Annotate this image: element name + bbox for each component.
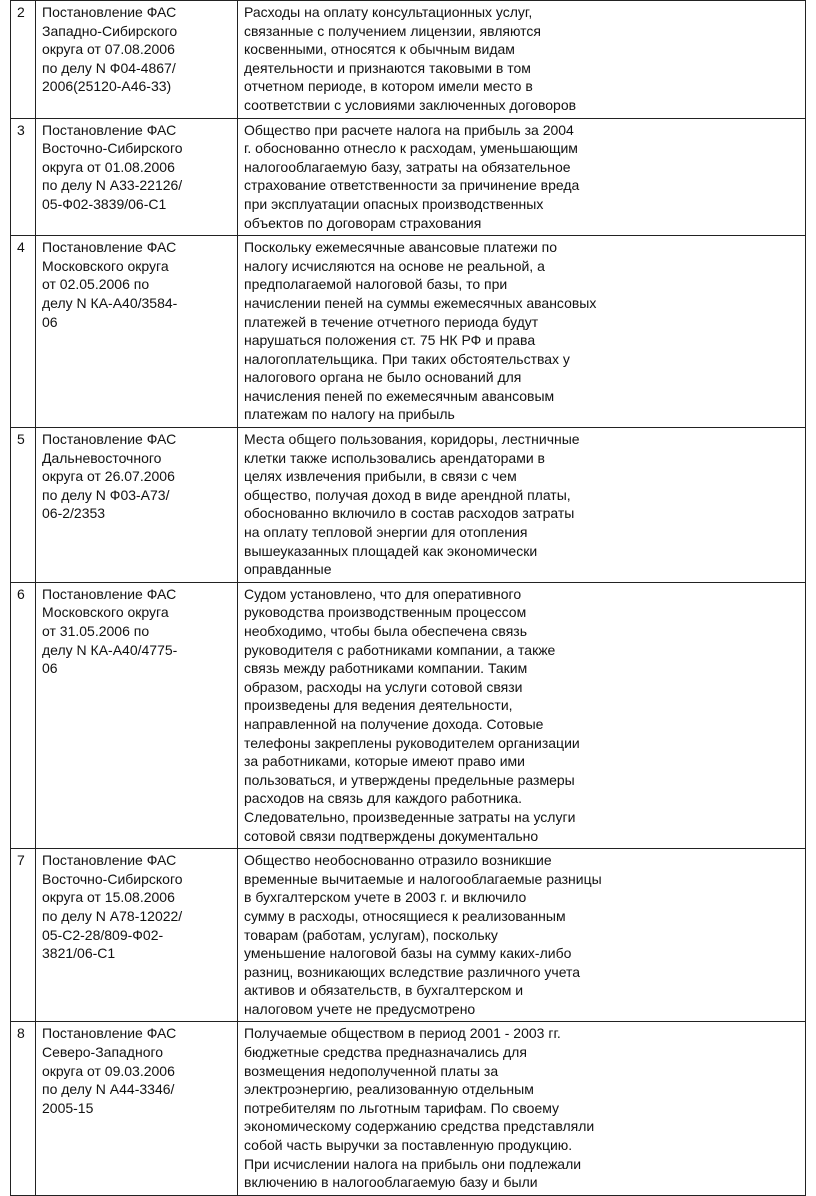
ruling-reference-line: Дальневосточного: [42, 449, 162, 466]
ruling-summary-line: общество, получая доход в виде арендной платы,: [244, 486, 571, 503]
ruling-summary: [238, 1022, 806, 1195]
ruling-summary-line: экономическому содержанию средства представляли: [244, 1118, 595, 1135]
ruling-reference-line: 06: [42, 660, 58, 677]
ruling-summary-line: образом, расходы на услуги сотовой связи: [244, 678, 523, 695]
ruling-reference-line: Восточно-Сибирского: [42, 140, 183, 157]
ruling-summary-line: нарушаться положения ст. 75 НК РФ и права: [244, 332, 536, 349]
ruling-summary-line: клетки также использовались арендаторами в: [244, 449, 545, 466]
row-number: 8: [11, 1022, 36, 1195]
ruling-summary-line: телефоны закреплены руководителем организации: [244, 734, 580, 751]
ruling-summary-line: налогоплательщика. При таких обстоятельствах у: [244, 350, 570, 367]
ruling-summary-line: начислении пеней на суммы ежемесячных авансовых: [244, 294, 597, 311]
row-number: 7: [11, 849, 36, 1022]
ruling-summary: [238, 428, 806, 583]
ruling-reference-line: Западно-Сибирского: [42, 22, 178, 39]
ruling-summary-line: косвенными, относятся к обычным видам: [244, 41, 515, 58]
ruling-summary-line: отчетном периоде, в котором имели место в: [244, 78, 533, 95]
ruling-reference-line: округа от 09.03.2006: [42, 1062, 175, 1079]
ruling-reference: [36, 582, 238, 848]
ruling-reference-line: Постановление ФАС: [42, 4, 177, 20]
ruling-reference-line: Постановление ФАС: [42, 852, 177, 869]
ruling-reference-line: округа от 15.08.2006: [42, 889, 175, 906]
ruling-summary-line: Следовательно, произведенные затраты на услуги: [244, 808, 576, 825]
ruling-reference-line: 05-Ф02-3839/06-С1: [42, 195, 167, 212]
table-row: [11, 849, 806, 1022]
ruling-summary-line: за работниками, которые имеют право ими: [244, 753, 525, 770]
row-number: 3: [11, 118, 36, 236]
ruling-summary-line: произведены для ведения деятельности,: [244, 697, 513, 714]
ruling-summary-line: начисления пеней по ежемесячным авансовым: [244, 387, 555, 404]
ruling-summary-line: Места общего пользования, коридоры, лестничные: [244, 431, 580, 448]
ruling-reference-line: Северо-Западного: [42, 1044, 164, 1061]
ruling-summary-line: необходимо, чтобы была обеспечена связь: [244, 623, 527, 639]
ruling-reference-line: от 02.05.2006 по: [42, 276, 150, 293]
ruling-summary-line: оправданные: [244, 561, 332, 578]
ruling-summary-line: сумму в расходы, относящиеся к реализованным: [244, 907, 566, 924]
ruling-summary-line: Поскольку ежемесячные авансовые платежи по: [244, 239, 558, 256]
ruling-reference-line: по делу N А33-22126/: [42, 177, 183, 194]
ruling-summary-line: налоговом учете не предусмотрено: [244, 1000, 476, 1017]
ruling-summary-line: соответствии с условиями заключенных договоров: [244, 96, 577, 113]
ruling-reference: [36, 236, 238, 428]
ruling-summary-line: временные вычитаемые и налогооблагаемые разницы: [244, 870, 602, 887]
ruling-reference-line: 3821/06-С1: [42, 945, 116, 962]
ruling-reference-line: Постановление ФАС: [42, 1025, 177, 1042]
ruling-summary-line: налогооблагаемую базу, затраты на обязательное: [244, 158, 571, 175]
table-row: [11, 1022, 806, 1195]
ruling-reference-line: по делу N Ф04-4867/: [42, 59, 176, 76]
ruling-summary: [238, 118, 806, 236]
ruling-summary-line: электроэнергию, реализованную отдельным: [244, 1081, 534, 1098]
ruling-summary-line: разниц, возникающих вследствие различного учета: [244, 963, 581, 980]
row-number: 6: [11, 582, 36, 848]
ruling-reference-line: Восточно-Сибирского: [42, 870, 183, 887]
ruling-reference: [36, 1022, 238, 1195]
ruling-reference-line: по делу N А44-3346/: [42, 1081, 175, 1098]
ruling-reference-line: Постановление ФАС: [42, 431, 177, 448]
ruling-summary-line: связь между работниками компании. Таким: [244, 660, 528, 677]
ruling-summary-line: в бухгалтерском учете в 2003 г. и включило: [244, 889, 527, 906]
ruling-reference-line: округа от 07.08.2006: [42, 41, 175, 58]
ruling-summary-line: пользоваться, и утверждены предельные размеры: [244, 771, 575, 788]
ruling-summary-line: бюджетные средства предназначались для: [244, 1044, 527, 1061]
ruling-summary-line: уменьшение налоговой базы на сумму каких-либо: [244, 945, 572, 962]
ruling-reference-line: Московского округа: [42, 257, 169, 274]
ruling-summary-line: направленной на получение дохода. Сотовые: [244, 715, 544, 732]
ruling-reference-line: округа от 26.07.2006: [42, 468, 175, 485]
ruling-summary-line: включению в налогооблагаемую базу и были: [244, 1174, 538, 1191]
row-number: 5: [11, 428, 36, 583]
row-number: 2: [11, 1, 36, 119]
ruling-reference-line: 06-2/2353: [42, 505, 106, 522]
ruling-summary: [238, 1, 806, 119]
ruling-reference-line: делу N КА-А40/3584-: [42, 294, 178, 311]
ruling-summary-line: связанные с получением лицензии, являются: [244, 22, 542, 39]
ruling-reference-line: 05-С2-28/809-Ф02-: [42, 926, 164, 943]
ruling-reference-line: округа от 01.08.2006: [42, 158, 175, 175]
ruling-summary-line: Расходы на оплату консультационных услуг,: [244, 4, 533, 20]
ruling-summary-line: деятельности и признаются таковыми в том: [244, 59, 531, 76]
ruling-reference-line: Постановление ФАС: [42, 121, 177, 138]
rulings-table: [10, 0, 806, 1196]
ruling-summary: [238, 236, 806, 428]
ruling-summary-line: обоснованно включило в состав расходов затраты: [244, 505, 575, 522]
ruling-summary-line: г. обоснованно отнесло к расходам, уменьшающим: [244, 140, 578, 157]
ruling-reference: [36, 428, 238, 583]
ruling-summary-line: объектов по договорам страхования: [244, 214, 482, 231]
table-row: [11, 428, 806, 583]
ruling-reference-line: по делу N Ф03-А73/: [42, 486, 170, 503]
ruling-summary-line: активов и обязательств, в бухгалтерском и: [244, 982, 524, 999]
ruling-summary-line: потребителям по льготным тарифам. По своему: [244, 1099, 560, 1116]
table-row: [11, 582, 806, 848]
ruling-summary-line: налогового органа не было оснований для: [244, 369, 522, 386]
ruling-summary-line: при эксплуатации опасных производственных: [244, 195, 544, 212]
ruling-summary-line: руководителя с работниками компании, а также: [244, 641, 556, 658]
ruling-summary-line: собой часть выручки за поставленную продукцию.: [244, 1137, 573, 1154]
ruling-summary-line: расходов на связь для каждого работника.: [244, 790, 523, 807]
ruling-summary-line: вышеуказанных площадей как экономически: [244, 542, 538, 559]
ruling-reference: [36, 849, 238, 1022]
ruling-summary-line: сотовой связи подтверждены документально: [244, 827, 539, 844]
ruling-summary-line: на оплату тепловой энергии для отопления: [244, 524, 528, 541]
ruling-reference: [36, 118, 238, 236]
ruling-reference-line: от 31.05.2006 по: [42, 623, 150, 639]
ruling-summary: [238, 849, 806, 1022]
ruling-summary: [238, 582, 806, 848]
ruling-summary-line: Общество необоснованно отразило возникшие: [244, 852, 552, 869]
ruling-summary-line: страхование ответственности за причинение вреда: [244, 177, 580, 194]
ruling-summary-line: платежей в течение отчетного периода будут: [244, 313, 539, 330]
table-row: [11, 1, 806, 119]
ruling-reference-line: Московского округа: [42, 604, 169, 621]
ruling-reference-line: Постановление ФАС: [42, 585, 177, 602]
table-row: [11, 236, 806, 428]
ruling-summary-line: предполагаемой налоговой базы, то при: [244, 276, 508, 293]
ruling-summary-line: Судом установлено, что для оперативного: [244, 585, 522, 602]
ruling-summary-line: возмещения недополученной платы за: [244, 1062, 499, 1079]
ruling-reference-line: 06: [42, 313, 58, 330]
row-number: 4: [11, 236, 36, 428]
ruling-summary-line: Получаемые обществом в период 2001 - 2003 гг.: [244, 1025, 561, 1042]
ruling-reference-line: 2005-15: [42, 1099, 94, 1116]
ruling-summary-line: платежам по налогу на прибыль: [244, 406, 455, 423]
ruling-summary-line: товарам (работам, услугам), поскольку: [244, 926, 498, 943]
ruling-summary-line: целях извлечения прибыли, в связи с чем: [244, 468, 517, 485]
ruling-reference-line: 2006(25120-А46-33): [42, 78, 172, 95]
ruling-summary-line: Общество при расчете налога на прибыль за 2004: [244, 121, 574, 138]
table-row: [11, 118, 806, 236]
ruling-reference-line: Постановление ФАС: [42, 239, 177, 256]
ruling-summary-line: налогу исчисляются на основе не реальной, а: [244, 257, 545, 274]
ruling-reference-line: делу N КА-А40/4775-: [42, 641, 178, 658]
ruling-summary-line: При исчислении налога на прибыль они подлежали: [244, 1155, 582, 1172]
ruling-summary-line: руководства производственным процессом: [244, 604, 527, 621]
rulings-table-body: [11, 1, 806, 1196]
ruling-reference: [36, 1, 238, 119]
ruling-reference-line: по делу N А78-12022/: [42, 907, 183, 924]
